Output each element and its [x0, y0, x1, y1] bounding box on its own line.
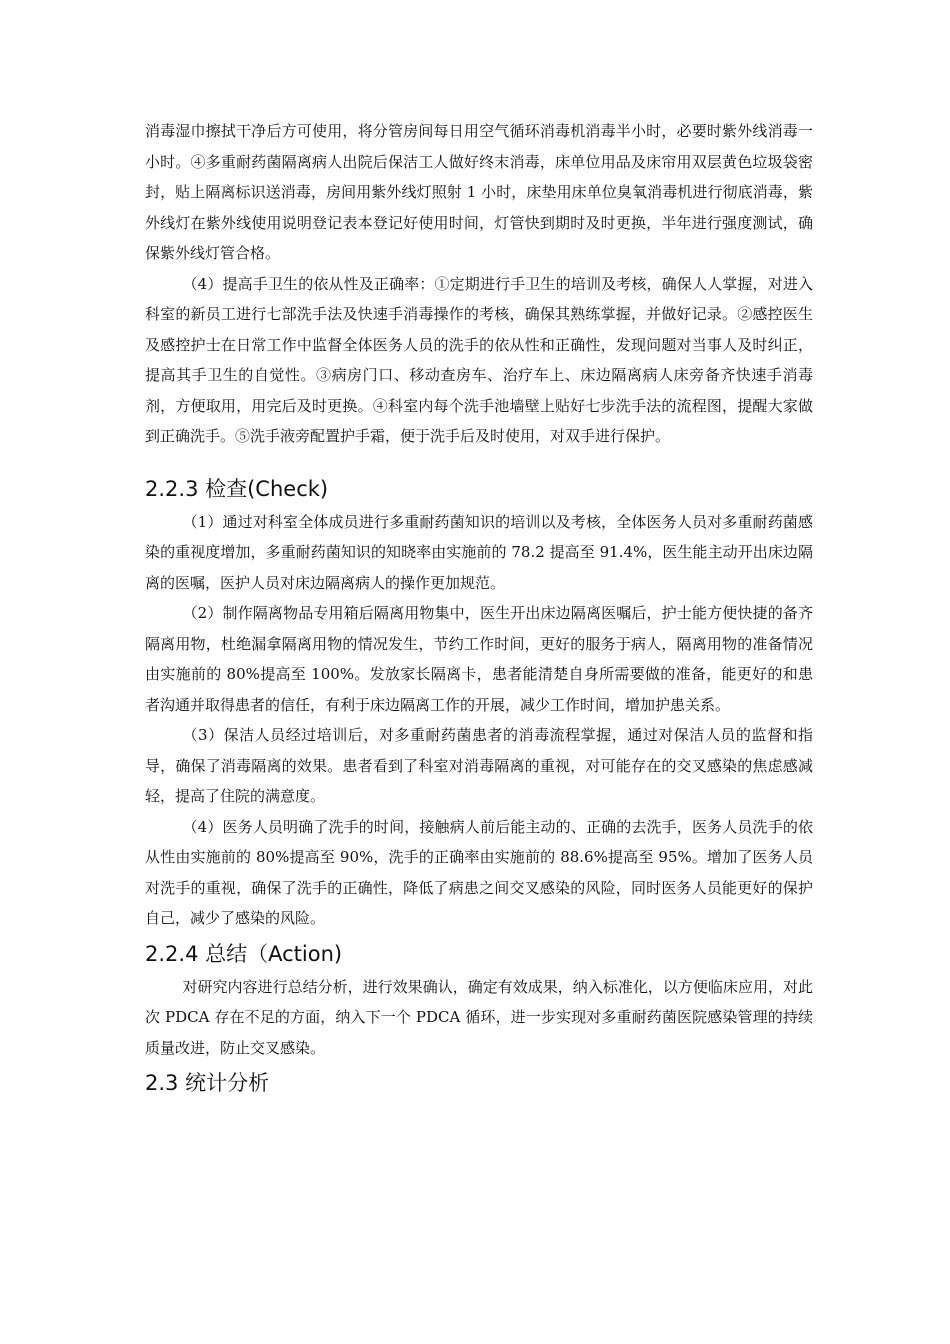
- paragraph-hand-hygiene: （4）提高手卫生的依从性及正确率：①定期进行手卫生的培训及考核，确保人人掌握，对进入科室的新员工进行七部洗手法及快速手消毒操作的考核，确保其熟练掌握，并做好记录。②感控医生及感控护士在日常工作中监督全体医务人员的洗手的依从性和正确性，发现问题对当事人及时纠正，提高其手卫生的自觉性。③病房门口、移动查房车、治疗车上、床边隔离病人床旁备齐快速手消毒剂，方便取用，用完后及时更换。④科室内每个洗手池墙壁上贴好七步洗手法的流程图，提醒大家做到正确洗手。⑤洗手液旁配置护手霜，便于洗手后及时使用，对双手进行保护。: [145, 274, 813, 445]
- heading-statistics: 2.3 统计分析: [145, 1071, 270, 1095]
- paragraph-check-1: （1）通过对科室全体成员进行多重耐药菌知识的培训以及考核，全体医务人员对多重耐药菌感染的重视度增加，多重耐药菌知识的知晓率由实施前的 78.2 提高至 91.4%，医生能主动开出床边隔离的医嘱，医护人员对床边隔离病人的操作更加规范。: [145, 512, 813, 592]
- paragraph-check-3: （3）保洁人员经过培训后，对多重耐药菌患者的消毒流程掌握，通过对保洁人员的监督和指导，确保了消毒隔离的效果。患者看到了科室对消毒隔离的重视，对可能存在的交叉感染的焦虑感减轻，提高了住院的满意度。: [145, 726, 813, 805]
- paragraph-disinfection-continued: 消毒湿巾擦拭干净后方可使用，将分管房间每日用空气循环消毒机消毒半小时，必要时紫外线消毒一小时。④多重耐药菌隔离病人出院后保洁工人做好终末消毒，床单位用品及床帘用双层黄色垃圾袋密封，贴上隔离标识送消毒，房间用紫外线灯照射 1 小时，床垫用床单位臭氧消毒机进行彻底消毒，紫外线灯在紫外线使用说明登记表本登记好使用时间，灯管快到期时及时更换，半年进行强度测试，确保紫外线灯管合格。: [145, 122, 813, 262]
- paragraph-check-2: （2）制作隔离物品专用箱后隔离用物集中，医生开出床边隔离医嘱后，护士能方便快捷的备齐隔离用物，杜绝漏拿隔离用物的情况发生，节约工作时间，更好的服务于病人，隔离用物的准备情况由实施前的 80%提高至 100%。发放家长隔离卡，患者能清楚自身所需要做的准备，能更好的和患者沟通并取得患者的信任，有利于床边隔离工作的开展，减少工作时间，增加护患关系。: [145, 604, 813, 714]
- heading-action: 2.2.4 总结（Action): [145, 941, 343, 966]
- paragraph-action-1: 对研究内容进行总结分析，进行效果确认，确定有效成果，纳入标准化，以方便临床应用，对此次 PDCA 存在不足的方面，纳入下一个 PDCA 循环，进一步实现对多重耐药菌医院感染管理的持续质量改进，防止交叉感染。: [145, 977, 813, 1057]
- document-page: [145, 116, 813, 1101]
- paragraph-check-4: （4）医务人员明确了洗手的时间，接触病人前后能主动的、正确的去洗手，医务人员洗手的依从性由实施前的 80%提高至 90%，洗手的正确率由实施前的 88.6%提高至 95%。增加了医务人员对洗手的重视，确保了洗手的正确性，降低了病患之间交叉感染的风险，同时医务人员能更好的保护自己，减少了感染的风险。: [145, 817, 813, 927]
- heading-check: 2.2.3 检查(Check): [145, 476, 329, 501]
